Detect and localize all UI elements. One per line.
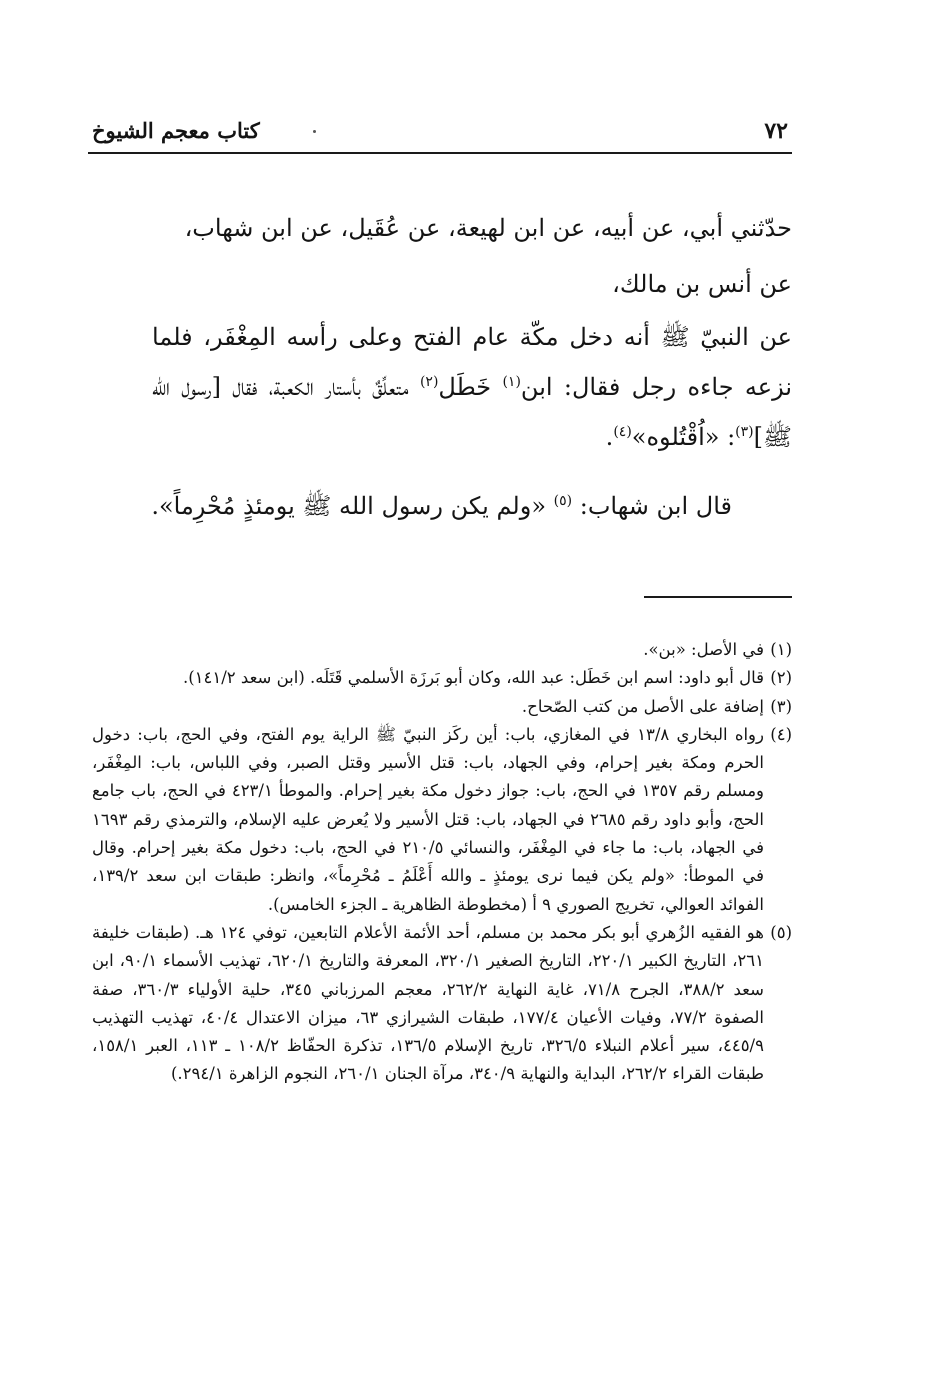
footnote-text: رواه البخاري ١٣/٨ في المغازي، باب: أين ركَز النبيّ ﷺ الراية يوم الفتح، وفي الحج، باب: دخول الحرم ومكة بغير إحرام، وفي الجهاد، باب: قتل الأسير وقتل الصبر، وفي اللباس، باب: المِغْفَر، ومسلم رقم ١٣٥٧ في الحج، باب: جواز دخول مكة بغير إحرام. والموطأ ٤٢٣/١ في الحج، باب جامع الحج، وأبو داود رقم ٢٦٨٥ في الجهاد، باب: قتل الأسير ولا يُعرض عليه الإسلام، والترمذي رقم ١٦٩٣ في الجهاد، باب: ما جاء في المِغْفَر، والنسائي ٢١٠/٥ في الحج، باب: دخول مكة بغير إحرام. وقال في الموطأ: «ولم يكن فيما نرى يومئذٍ ـ والله أَعْلَمُ ـ مُحْرِماً»، وانظر: طبقات ابن سعد ١٣٩/٢، الفوائد العوالي، تخريج الصوري ٩ أ (مخطوطة الظاهرية ـ الجزء الخامس).: [92, 724, 765, 914]
footnote-text: في الأصل: «بن».: [643, 640, 764, 659]
footnote-number: (٢): [770, 668, 792, 688]
hadith-text: [152, 312, 792, 462]
footnote-number: (٥): [770, 922, 792, 942]
book-title: كتاب معجم الشيوخ: [92, 118, 260, 143]
hadith-intro: عن النبيّ ﷺ أنه دخل مكّة عام الفتح وعلى رأسه المِغْفَر، فلما نزعه جاءه رجل فقال: ابن: [152, 323, 792, 401]
footnote-number: (٤): [770, 724, 792, 744]
footnote-2: [92, 664, 792, 692]
footnotes: [92, 636, 792, 1089]
zuhri-statement: [152, 478, 792, 534]
main-text: [152, 200, 792, 534]
footnote-text: إضافة على الأصل من كتب الصّحاح.: [521, 696, 764, 716]
footnote-number: (١): [770, 640, 792, 659]
isnad-line-1: حدّثني أبي، عن أبيه، عن ابن لهيعة، عن عُقَيل، عن ابن شهاب،: [184, 214, 792, 242]
footnote-ref-5[interactable]: (٥): [553, 493, 573, 509]
footnote-ref-3[interactable]: (٣): [735, 424, 754, 440]
page-number: ٧٢: [764, 118, 788, 144]
footnote-ref-1[interactable]: (١): [502, 374, 521, 390]
zuhri-prefix: قال ابن شهاب:: [572, 492, 732, 520]
footnote-3: [92, 693, 792, 721]
hadith-end: .: [605, 423, 614, 451]
footnote-4: [92, 721, 792, 919]
footnote-text: قال أبو داود: اسم ابن خَطَل: عبد الله، وكان أبو بَرزَة الأسلمي قَتَلَه. (ابن سعد ١٤١/٢).: [182, 668, 764, 688]
footnote-separator: [644, 596, 792, 598]
hadith-command: : «اُقْتُلوه»: [631, 423, 736, 451]
isnad-line-2: عن أنس بن مالك،: [612, 270, 792, 298]
hadith-name: خَطَل: [438, 373, 503, 401]
hadith-middle: متعلِّقٌ بأستار الكعبة، فقال [رسول الله ﷺ]: [152, 373, 792, 451]
footnote-1: [92, 636, 792, 664]
header-dot: [313, 130, 316, 133]
footnote-ref-2[interactable]: (٢): [419, 374, 439, 390]
footnote-ref-4[interactable]: (٤): [613, 424, 632, 440]
footnote-5: [92, 919, 792, 1089]
footnote-text: هو الفقيه الزُهري أبو بكر محمد بن مسلم، أحد الأئمة الأعلام التابعين، توفي ١٢٤ هـ. (طبقات خليفة ٢٦١، التاريخ الكبير ٢٢٠/١، التاريخ الصغير ٣٢٠/١، المعرفة والتاريخ ٦٢٠/١، تهذيب الأسماء ٩٠/١، ابن سعد ٣٨٨/٢، الجرح ٧١/٨، غاية النهاية ٢٦٢/٢، معجم المرزباني ٣٤٥، حلية الأولياء ٣٦٠/٣، صفة الصفوة ٧٧/٢، وفيات الأعيان ١٧٧/٤، طبقات الشيرازي ٦٣، ميزان الاعتدال ٤٠/٤، تهذيب التهذيب ٤٤٥/٩، سير أعلام النبلاء ٣٢٦/٥، تاريخ الإسلام ١٣٦/٥، تذكرة الحفّاظ ١٠٨/٢ ـ ١١٣، العبر ١٥٨/١، طبقات القراء ٢٦٢/٢، البداية والنهاية ٣٤٠/٩، مرآة الجنان ٢٦٠/١، النجوم الزاهرة ٢٩٤/١.): [92, 922, 764, 1084]
running-header: [88, 112, 792, 154]
zuhri-text: «ولم يكن رسول الله ﷺ يومئذٍ مُحْرِماً».: [151, 492, 554, 520]
footnote-number: (٣): [770, 696, 792, 716]
